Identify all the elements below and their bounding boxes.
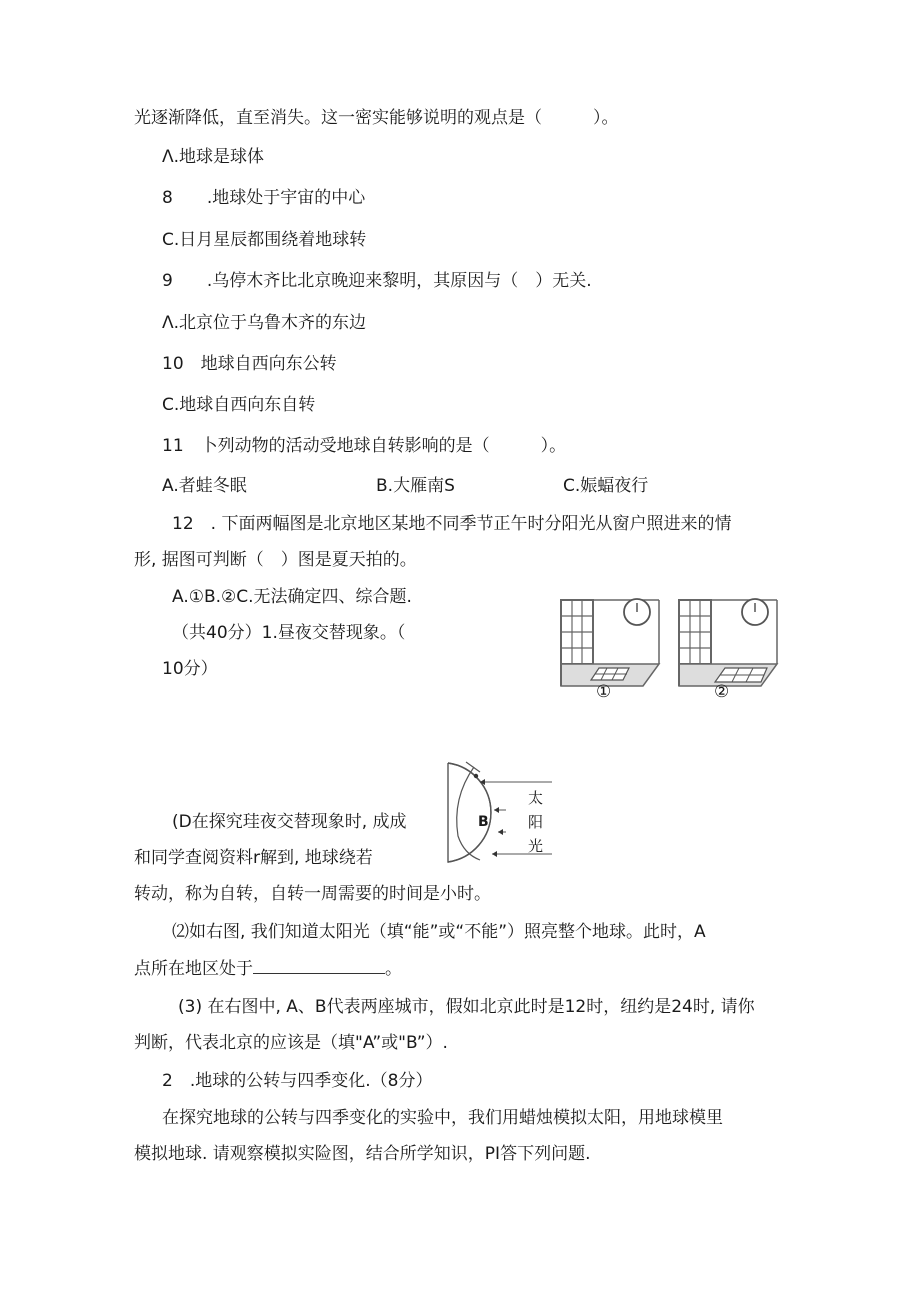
text-line: 模拟地球. 请观察模拟实险图，结合所学知识，PI答下列问题.: [134, 1144, 591, 1164]
section-heading: （共40分）1.昼夜交替现象。（: [172, 623, 406, 643]
earth-sunlight-figure: [440, 758, 560, 868]
figure-label-1: ①: [596, 682, 612, 702]
option-a: Λ.地球是球体: [162, 147, 265, 167]
question-11: 11 卜列动物的活动受地球自转影响的是（ ）。: [162, 436, 567, 456]
option-b: B.大雁南S: [376, 476, 455, 496]
text-span: 。: [385, 959, 402, 979]
options-line: A.①B.②C.无法确定四、综合题.: [172, 587, 412, 607]
text-line: 和同学查阅资料r解到, 地球绕若: [134, 848, 373, 868]
option-c: C.日月星辰都围绕着地球转: [162, 230, 367, 250]
text-span: 点所在地区处于: [134, 959, 253, 979]
text-line: (D在探究珪夜交替现象时, 成成: [172, 812, 407, 832]
text-line: 判断，代表北京的应该是（填"A”或"B”）.: [134, 1033, 448, 1053]
text-line: 转动，称为自转，自转一周需要的时间是小时。: [134, 884, 491, 904]
answer-blank[interactable]: [253, 957, 385, 974]
window-figure-1: [555, 594, 665, 714]
section-heading: 2 .地球的公转与四季变化.（8分）: [162, 1071, 433, 1091]
option-b: 8 .地球处于宇宙的中心: [162, 188, 366, 208]
option-a: Λ.北京位于乌鲁木齐的东边: [162, 313, 367, 333]
text-line: 10分）: [162, 659, 218, 679]
figure-label-2: ②: [714, 682, 730, 702]
option-c: C.地球自西向东自转: [162, 395, 316, 415]
question-12: 12 . 下面两幅图是北京地区某地不同季节正午时分阳光从窗户照进来的情: [172, 514, 732, 534]
text-line: 光逐渐降低，直至消失。这一密实能够说明的观点是（ ）。: [134, 108, 619, 128]
earth-label-b: B: [478, 814, 489, 830]
text-line: 形, 据图可判断（ ）图是夏天拍的。: [134, 550, 417, 570]
option-a: A.者蛙冬眠: [162, 476, 247, 496]
window-figure-2: [673, 594, 783, 714]
text-line: [134, 957, 402, 981]
option-c: C.娠蝠夜行: [563, 476, 649, 496]
text-line: ⑵如右图, 我们知道太阳光（填“能”或“不能”）照亮整个地球。此时，A: [172, 922, 706, 942]
sun-char-3: 光: [528, 837, 544, 855]
sun-char-2: 阳: [528, 813, 544, 831]
text-line: (3) 在右图中, A、B代表两座城市，假如北京此时是12时，纽约是24时, 请你: [178, 997, 755, 1017]
text-line: 在探究地球的公转与四季变化的实验中，我们用蜡烛模拟太阳，用地球模里: [162, 1108, 723, 1128]
sun-char-1: 太: [528, 789, 544, 807]
question-9: 9 .乌停木齐比北京晚迎来黎明，其原因与（ ）无关.: [162, 271, 592, 291]
option-b: 10 地球自西向东公转: [162, 354, 337, 374]
